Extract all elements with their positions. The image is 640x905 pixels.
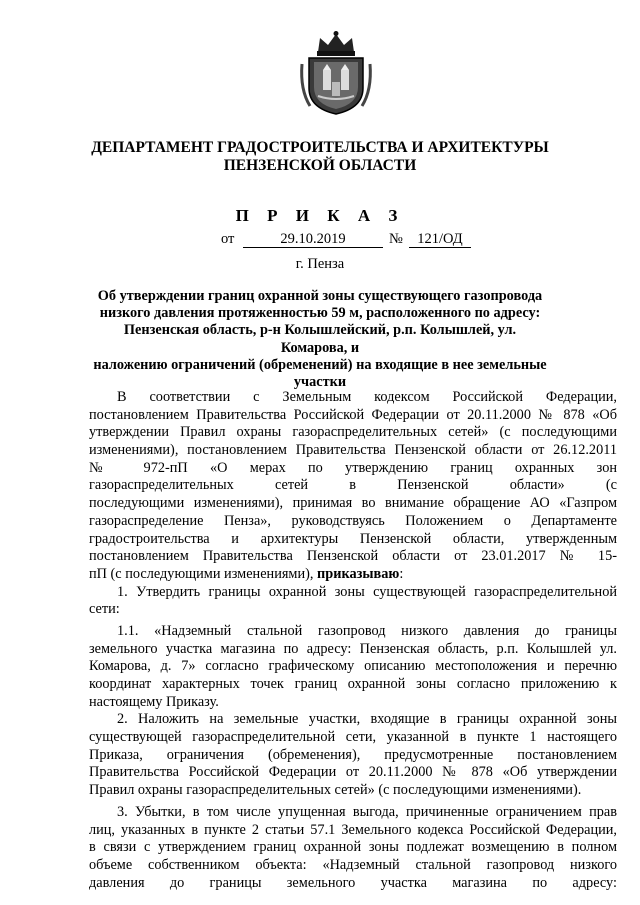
subject-line: Пензенская область, р-н Колышлейский, р.п. Колышлей, ул. Комарова, и — [123, 322, 517, 356]
body-line: 2. Наложить на земельные участки, входящие в границы охранной зоны — [117, 711, 617, 728]
body-line: объеме собственником объекта: «Надземный стальной газопровод низкого — [89, 856, 617, 873]
department-name — [60, 139, 580, 175]
number-label: № — [389, 231, 403, 247]
order-title: П Р И К А З — [235, 206, 405, 225]
body-line: в связи с утверждением границ охранной зоны подлежат возмещению в полном — [89, 839, 617, 856]
order-city: г. Пенза — [295, 256, 345, 272]
body-line: лиц, указанных в пункте 2 статьи 57.1 Земельного кодекса Российской Федерации, — [89, 821, 617, 838]
body-line: градостроительства и архитектуры Пензенской области, утвержденным — [89, 530, 617, 547]
body-line: В соответствии с Земельным кодексом Российской Федерации, — [117, 389, 617, 405]
body-line: 1.1. «Надземный стальной газопровод низкого давления до границы — [117, 622, 617, 639]
body-line: постановлением Правительства Российской Федерации от 20.11.2000 № 878 «Об — [89, 406, 617, 423]
penza-region-coat-of-arms-icon — [296, 30, 376, 116]
body-line: Правительства Российской Федерации от 20.11.2000 № 878 «Об утверждении — [89, 764, 617, 781]
body-line: координат характерных точек границ охранной зоны согласно приложению к — [89, 676, 617, 692]
body-line: Приказа, ограничения (обременения), предусмотренные постановлением — [89, 746, 617, 763]
order-verb: приказываю — [317, 565, 400, 582]
subject-line: участки — [293, 374, 347, 391]
subject-line: Об утверждении границ охранной зоны существующего газопровода — [97, 288, 543, 304]
body-line: 3. Убытки, в том числе упущенная выгода, причиненные ограничением прав — [117, 803, 617, 820]
order-subject — [90, 288, 550, 391]
body-line: газораспределение Пенза», руководствуясь Положением о Департаменте — [89, 512, 617, 529]
subject-line: низкого давления протяженностью 59 м, расположенного по адресу: — [99, 305, 541, 322]
subject-line: наложению ограничений (обременений) на входящие в нее земельные — [93, 356, 547, 373]
department-line-1: ДЕПАРТАМЕНТ ГРАДОСТРОИТЕЛЬСТВА И АРХИТЕКТУРЫ — [91, 139, 549, 156]
body-line: настоящему Приказу. — [89, 693, 219, 710]
department-line-2: ПЕНЗЕНСКОЙ ОБЛАСТИ — [223, 157, 417, 174]
body-line: Правил охраны газораспределительных сетей» (с последующими изменениями). — [89, 782, 582, 799]
order-date: 29.10.2019 — [243, 230, 383, 248]
body-line: давления до границы земельного участка магазина по адресу: — [89, 874, 617, 891]
body-line: 1. Утвердить границы охранной зоны существующей газораспределительной — [117, 583, 617, 600]
body-line: земельного участка магазина по адресу: Пензенская область, р.п. Колышлей ул. — [89, 640, 617, 657]
body-line: последующими изменениями), принимая во внимание обращение АО «Газпром — [89, 495, 617, 512]
body-line — [89, 566, 617, 584]
body-line-colon: : — [399, 565, 404, 582]
body-line: сети: — [89, 601, 120, 618]
order-date-number-line — [221, 230, 481, 248]
body-line: постановлением Правительства Пензенской области от 23.01.2017 № 15- — [89, 548, 617, 565]
body-line: существующей газораспределительной сети, указанной в пункте 1 настоящего — [89, 729, 617, 746]
body-line: утверждении Правил охраны газораспределительных сетей» (с последующими — [89, 424, 617, 441]
body-line-text: пП (с последующими изменениями), — [89, 565, 318, 582]
body-line: Комарова, д. 7» согласно графическому описанию местоположения и перечню — [89, 658, 617, 675]
order-body — [89, 389, 617, 892]
order-number: 121/ОД — [409, 230, 471, 248]
from-label: от — [221, 231, 235, 247]
body-line: изменениями), постановлением Правительства Пензенской области от 26.12.2011 — [89, 442, 617, 459]
body-line: газораспределительных сетей в Пензенской области» (с — [89, 477, 617, 494]
body-line: № 972-пП «О мерах по утверждению границ охранных зон — [89, 459, 617, 476]
